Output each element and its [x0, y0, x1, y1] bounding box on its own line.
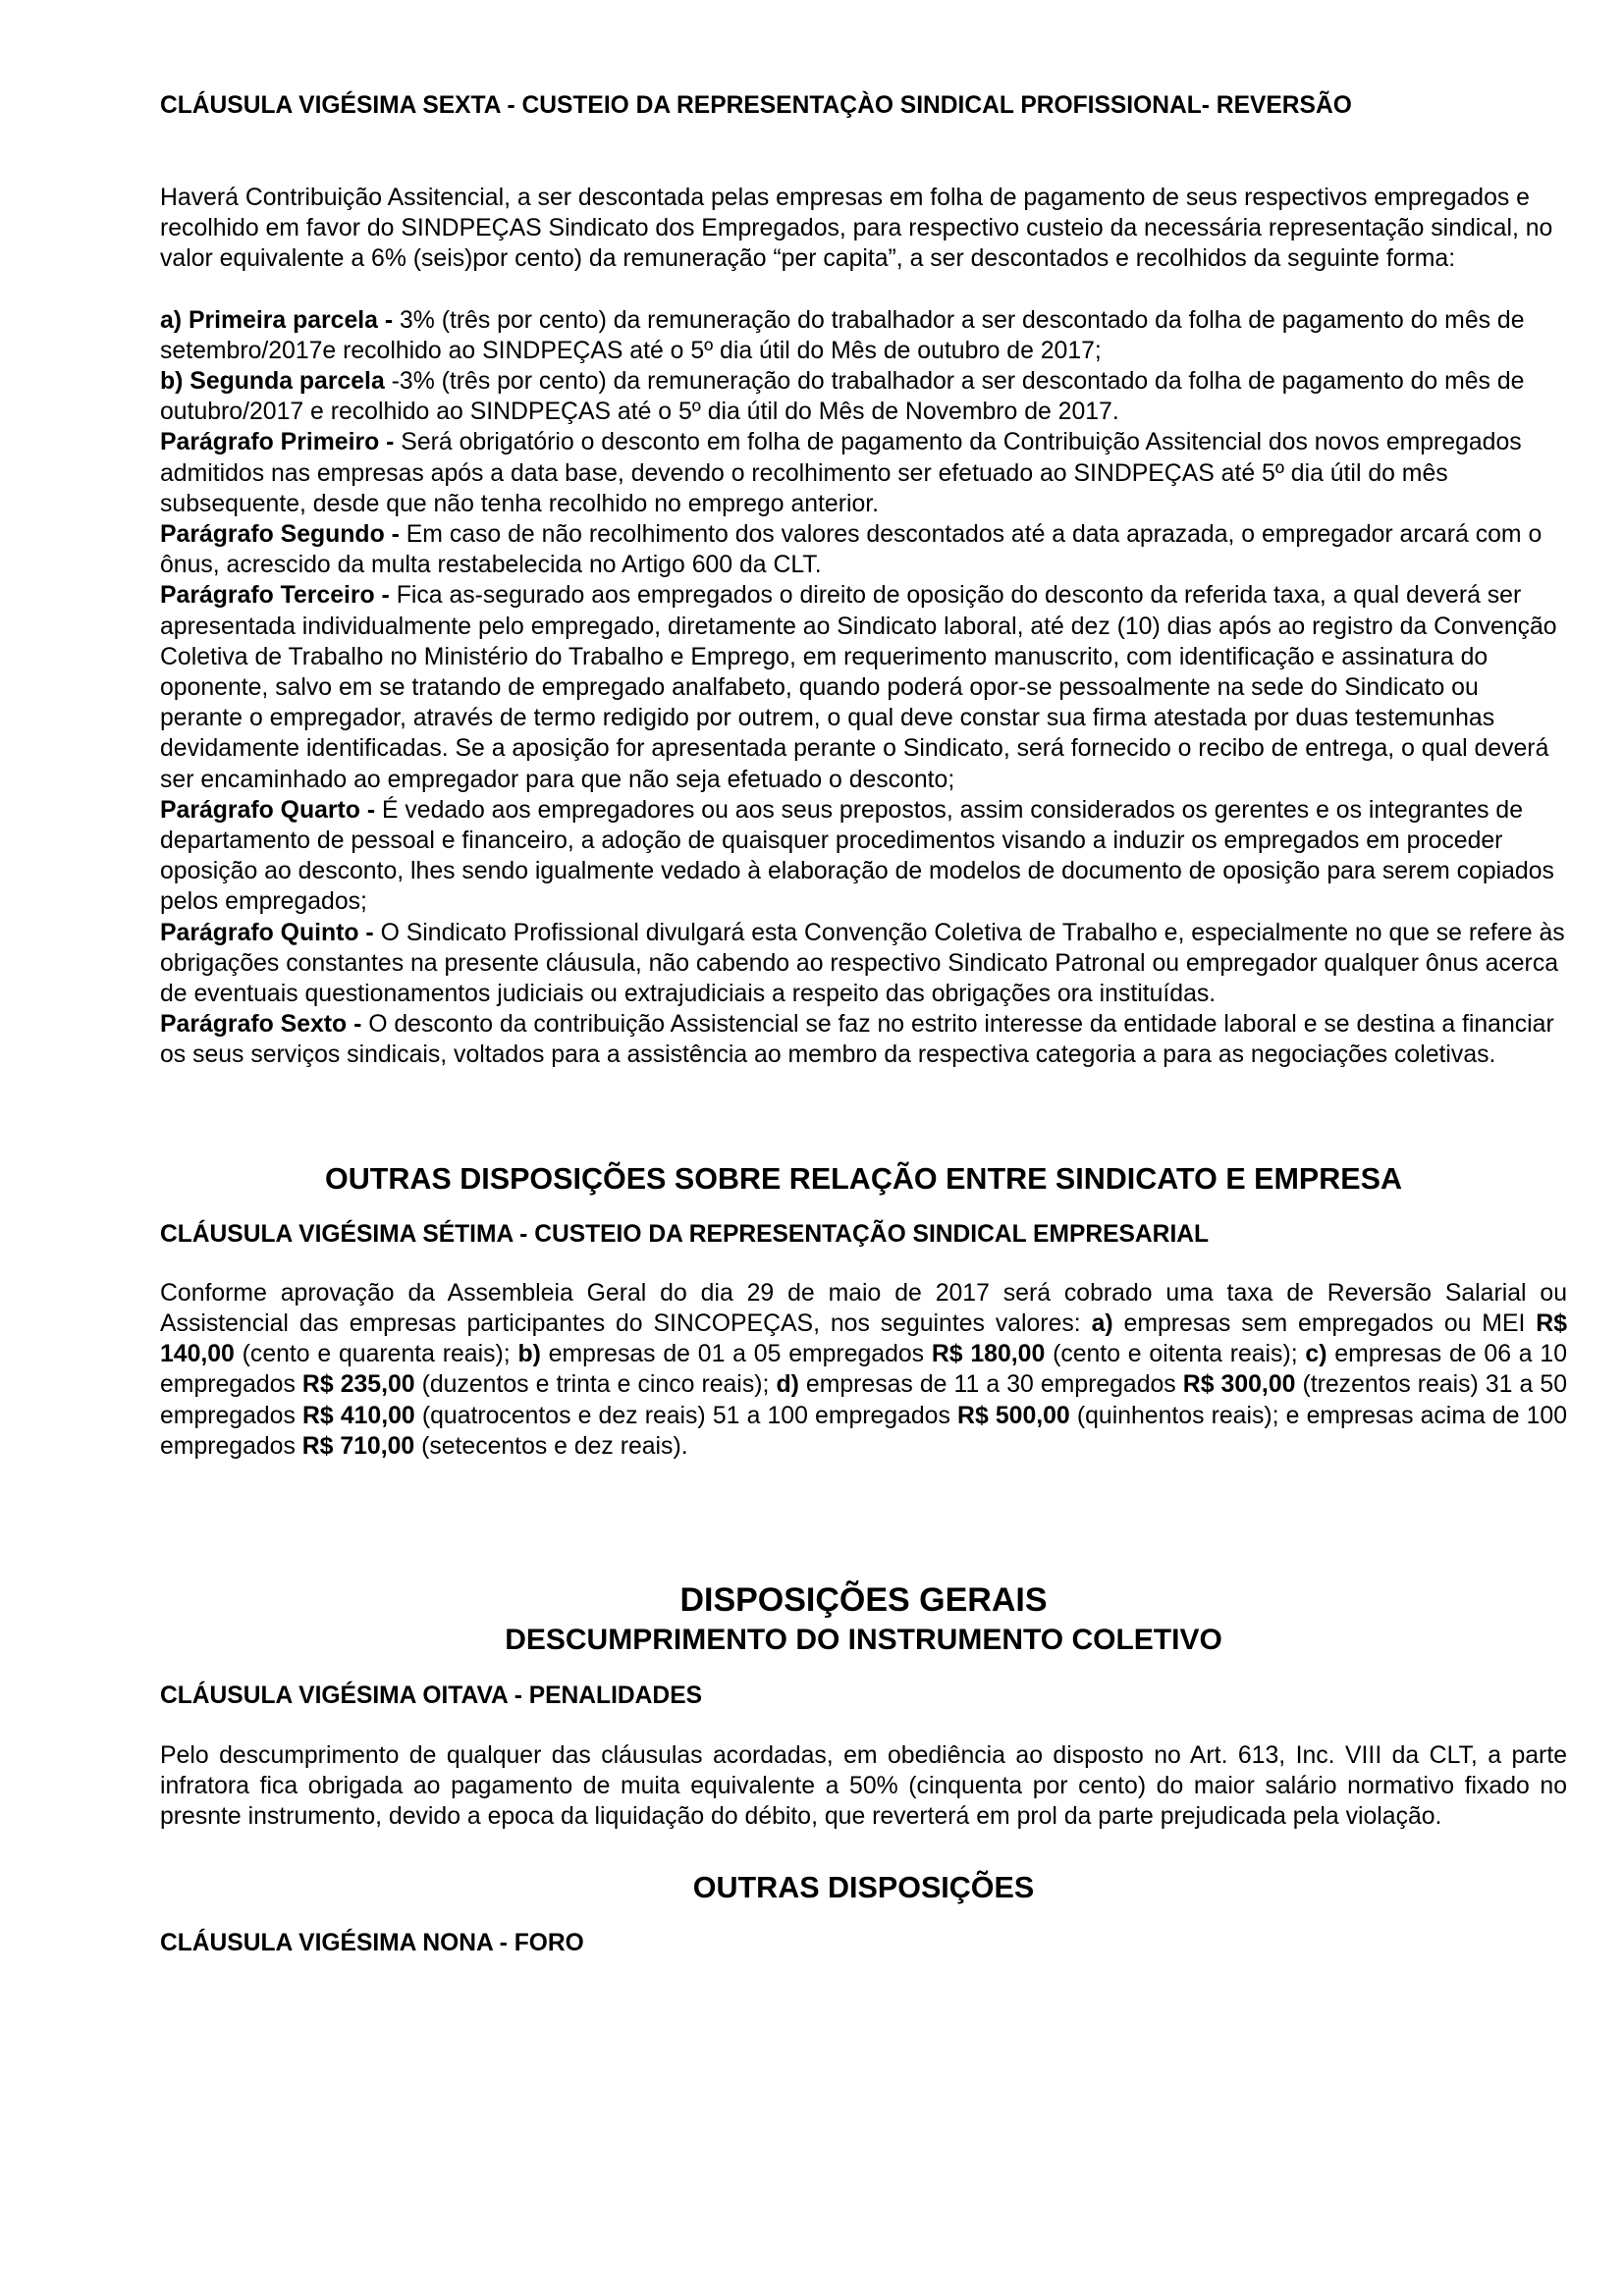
clause-28-text: Pelo descumprimento de qualquer das cláusulas acordadas, em obediência ao disposto no Art. 613, Inc. VIII da CLT, a parte infratora fica obrigada ao pagamento de muita equivalente a 50% (cinquenta por cento) do maior salário normativo fixado no presnte instrumento, devido a epoca da liquidação do débito, que reverterá em prol da parte prejudicada pela violação. [160, 1741, 1567, 1831]
text-segment: (setecentos e dez reais). [414, 1432, 688, 1460]
text-segment: R$ 235,00 [301, 1371, 415, 1399]
text-segment: R$ 410,00 [302, 1402, 415, 1429]
text-segment: c) [1305, 1341, 1327, 1368]
text-segment: (cento e oitenta reais); [1045, 1341, 1306, 1368]
section-heading-disposicoes-gerais: DISPOSIÇÕES GERAIS [679, 1580, 1048, 1619]
item-label: Parágrafo Quinto - [160, 919, 374, 946]
clause-26-title: CLÁUSULA VIGÉSIMA SEXTA - CUSTEIO DA REPRESENTAÇÀO SINDICAL PROFISSIONAL- REVERSÃO [160, 92, 1352, 119]
item-text: Fica as-segurado aos empregados o direito de oposição do desconto da referida taxa, a qual deverá ser apresentada individualmente pelo empregado, diretamente ao Sindicato laboral, até dez (10) dias após ao registro da Convenção Coletiva de Trabalho no Ministério do Trabalho e Emprego, em requerimento manuscrito, com identificação e assinatura do oponente, salvo em se tratando de empregado analfabeto, quando poderá opor-se pessoalmente na sede do Sindicato ou perante o empregador, através de termo redigido por outrem, o qual deve constar sua firma atestada por duas testemunhas devidamente identificadas. Se a aposição for apresentada perante o Sindicato, será fornecido o recibo de entrega, o qual deverá ser encaminhado ao empregador para que não seja efetuado o desconto; [160, 582, 1557, 793]
text-segment: R$ 300,00 [1182, 1371, 1296, 1399]
text-segment: d) [776, 1371, 799, 1399]
text-segment: empresas de 11 a 30 empregados [798, 1371, 1183, 1399]
item-label: Parágrafo Primeiro - [160, 429, 395, 456]
item-label: a) Primeira parcela - [160, 306, 394, 334]
item-label: Parágrafo Segundo - [160, 521, 400, 549]
section-heading-outras: OUTRAS DISPOSIÇÕES [692, 1870, 1035, 1904]
item-label: b) Segunda parcela [160, 368, 385, 396]
text-segment: empresas sem empregados ou MEI [1112, 1309, 1537, 1337]
document-content [160, 90, 1567, 1959]
clause-27-title: CLÁUSULA VIGÉSIMA SÉTIMA - CUSTEIO DA REPRESENTAÇÃO SINDICAL EMPRESARIAL [160, 1220, 1210, 1248]
clause-27-text [160, 1278, 1567, 1462]
item-text: O Sindicato Profissional divulgará esta Convenção Coletiva de Trabalho e, especialmente no que se refere às obrigações constantes na presente cláusula, não cabendo ao respectivo Sindicato Patronal ou empregador qualquer ônus acerca de eventuais questionamentos judiciais ou extrajudiciais a respeito das obrigações ora instituídas. [160, 919, 1565, 1008]
paragrafo-terceiro [160, 580, 1567, 794]
text-segment: empresas de 06 a 10 empregados [160, 1341, 1568, 1399]
paragrafo-sexto [160, 1009, 1567, 1070]
text-segment: (duzentos e trinta e cinco reais); [414, 1371, 777, 1399]
clause-26-intro: Haverá Contribuição Assitencial, a ser descontada pelas empresas em folha de pagamento de seus respectivos empregados e recolhido em favor do SINDPEÇAS Sindicato dos Empregados, para respectivo custeio da necessária representação sindical, no valor equivalente a 6% (seis)por cento) da remuneração “per capita”, a ser descontados e recolhidos da seguinte forma: [160, 185, 1553, 273]
text-segment: a) [1091, 1309, 1113, 1337]
text-segment: (quinhentos reais); e empresas acima de 100 empregados [160, 1402, 1568, 1460]
item-text: O desconto da contribuição Assistencial se faz no estrito interesse da entidade laboral e se destina a financiar os seus serviços sindicais, voltados para a assistência ao membro da respectiva categoria a para as negociações coletivas. [160, 1011, 1554, 1069]
clause-29-title: CLÁUSULA VIGÉSIMA NONA - FORO [160, 1929, 584, 1956]
item-label: Parágrafo Sexto - [160, 1011, 362, 1039]
clause-26-items [160, 305, 1567, 1071]
section-heading-outras-relacao: OUTRAS DISPOSIÇÕES SOBRE RELAÇÃO ENTRE SINDICATO E EMPRESA [324, 1161, 1402, 1196]
item-text: 3% (três por cento) da remuneração do trabalhador a ser descontado da folha de pagamento do mês de setembro/2017e recolhido ao SINDPEÇAS até o 5º dia útil do Mês de outubro de 2017; [160, 306, 1525, 364]
text-segment: (trezentos reais) 31 a 50 empregados [160, 1371, 1567, 1429]
text-segment: (quatrocentos e dez reais) 51 a 100 empregados [414, 1402, 958, 1429]
paragrafo-segundo [160, 519, 1567, 580]
paragrafo-quinto [160, 918, 1567, 1010]
text-segment: empresas de 01 a 05 empregados [540, 1341, 932, 1368]
item-text: -3% (três por cento) da remuneração do trabalhador a ser descontado da folha de pagamento do mês de outubro/2017 e recolhido ao SINDPEÇAS até o 5º dia útil do Mês de Novembro de 2017. [160, 368, 1525, 426]
paragrafo-quarto [160, 795, 1567, 918]
text-segment: R$ 140,00 [160, 1309, 1567, 1368]
text-segment: Conforme aprovação da Assembleia Geral do dia 29 de maio de 2017 será cobrado uma taxa de Reversão Salarial ou Assistencial das empresas participantes do SINCOPEÇAS, nos seguintes valores: [160, 1279, 1567, 1337]
item-text: Será obrigatório o desconto em folha de pagamento da Contribuição Assitencial dos novos empregados admitidos nas empresas após a data base, devendo o recolhimento ser efetuado ao SINDPEÇAS até 5º dia útil do mês subsequente, desde que não tenha recolhido no emprego anterior. [160, 429, 1522, 517]
section-heading-descumprimento: DESCUMPRIMENTO DO INSTRUMENTO COLETIVO [505, 1623, 1222, 1656]
text-segment: (cento e quarenta reais); [234, 1341, 518, 1368]
clause-26-item [160, 366, 1567, 427]
text-segment: R$ 500,00 [957, 1402, 1070, 1429]
text-segment: R$ 180,00 [931, 1341, 1046, 1368]
item-label: Parágrafo Quarto - [160, 796, 376, 824]
item-label: Parágrafo Terceiro - [160, 582, 390, 610]
clause-26-item [160, 305, 1567, 366]
text-segment: R$ 710,00 [301, 1432, 415, 1460]
paragrafo-primeiro [160, 427, 1567, 519]
clause-28-title: CLÁUSULA VIGÉSIMA OITAVA - PENALIDADES [160, 1682, 703, 1709]
item-text: Em caso de não recolhimento dos valores descontados até a data aprazada, o empregador arcará com o ônus, acrescido da multa restabelecida no Artigo 600 da CLT. [160, 521, 1543, 579]
text-segment: b) [517, 1341, 541, 1368]
item-text: É vedado aos empregadores ou aos seus prepostos, assim considerados os gerentes e os integrantes de departamento de pessoal e financeiro, a adoção de quaisquer procedimentos visando a induzir os empregados em proceder oposição ao desconto, lhes sendo igualmente vedado à elaboração de modelos de documento de oposição para serem copiados pelos empregados; [160, 796, 1554, 916]
